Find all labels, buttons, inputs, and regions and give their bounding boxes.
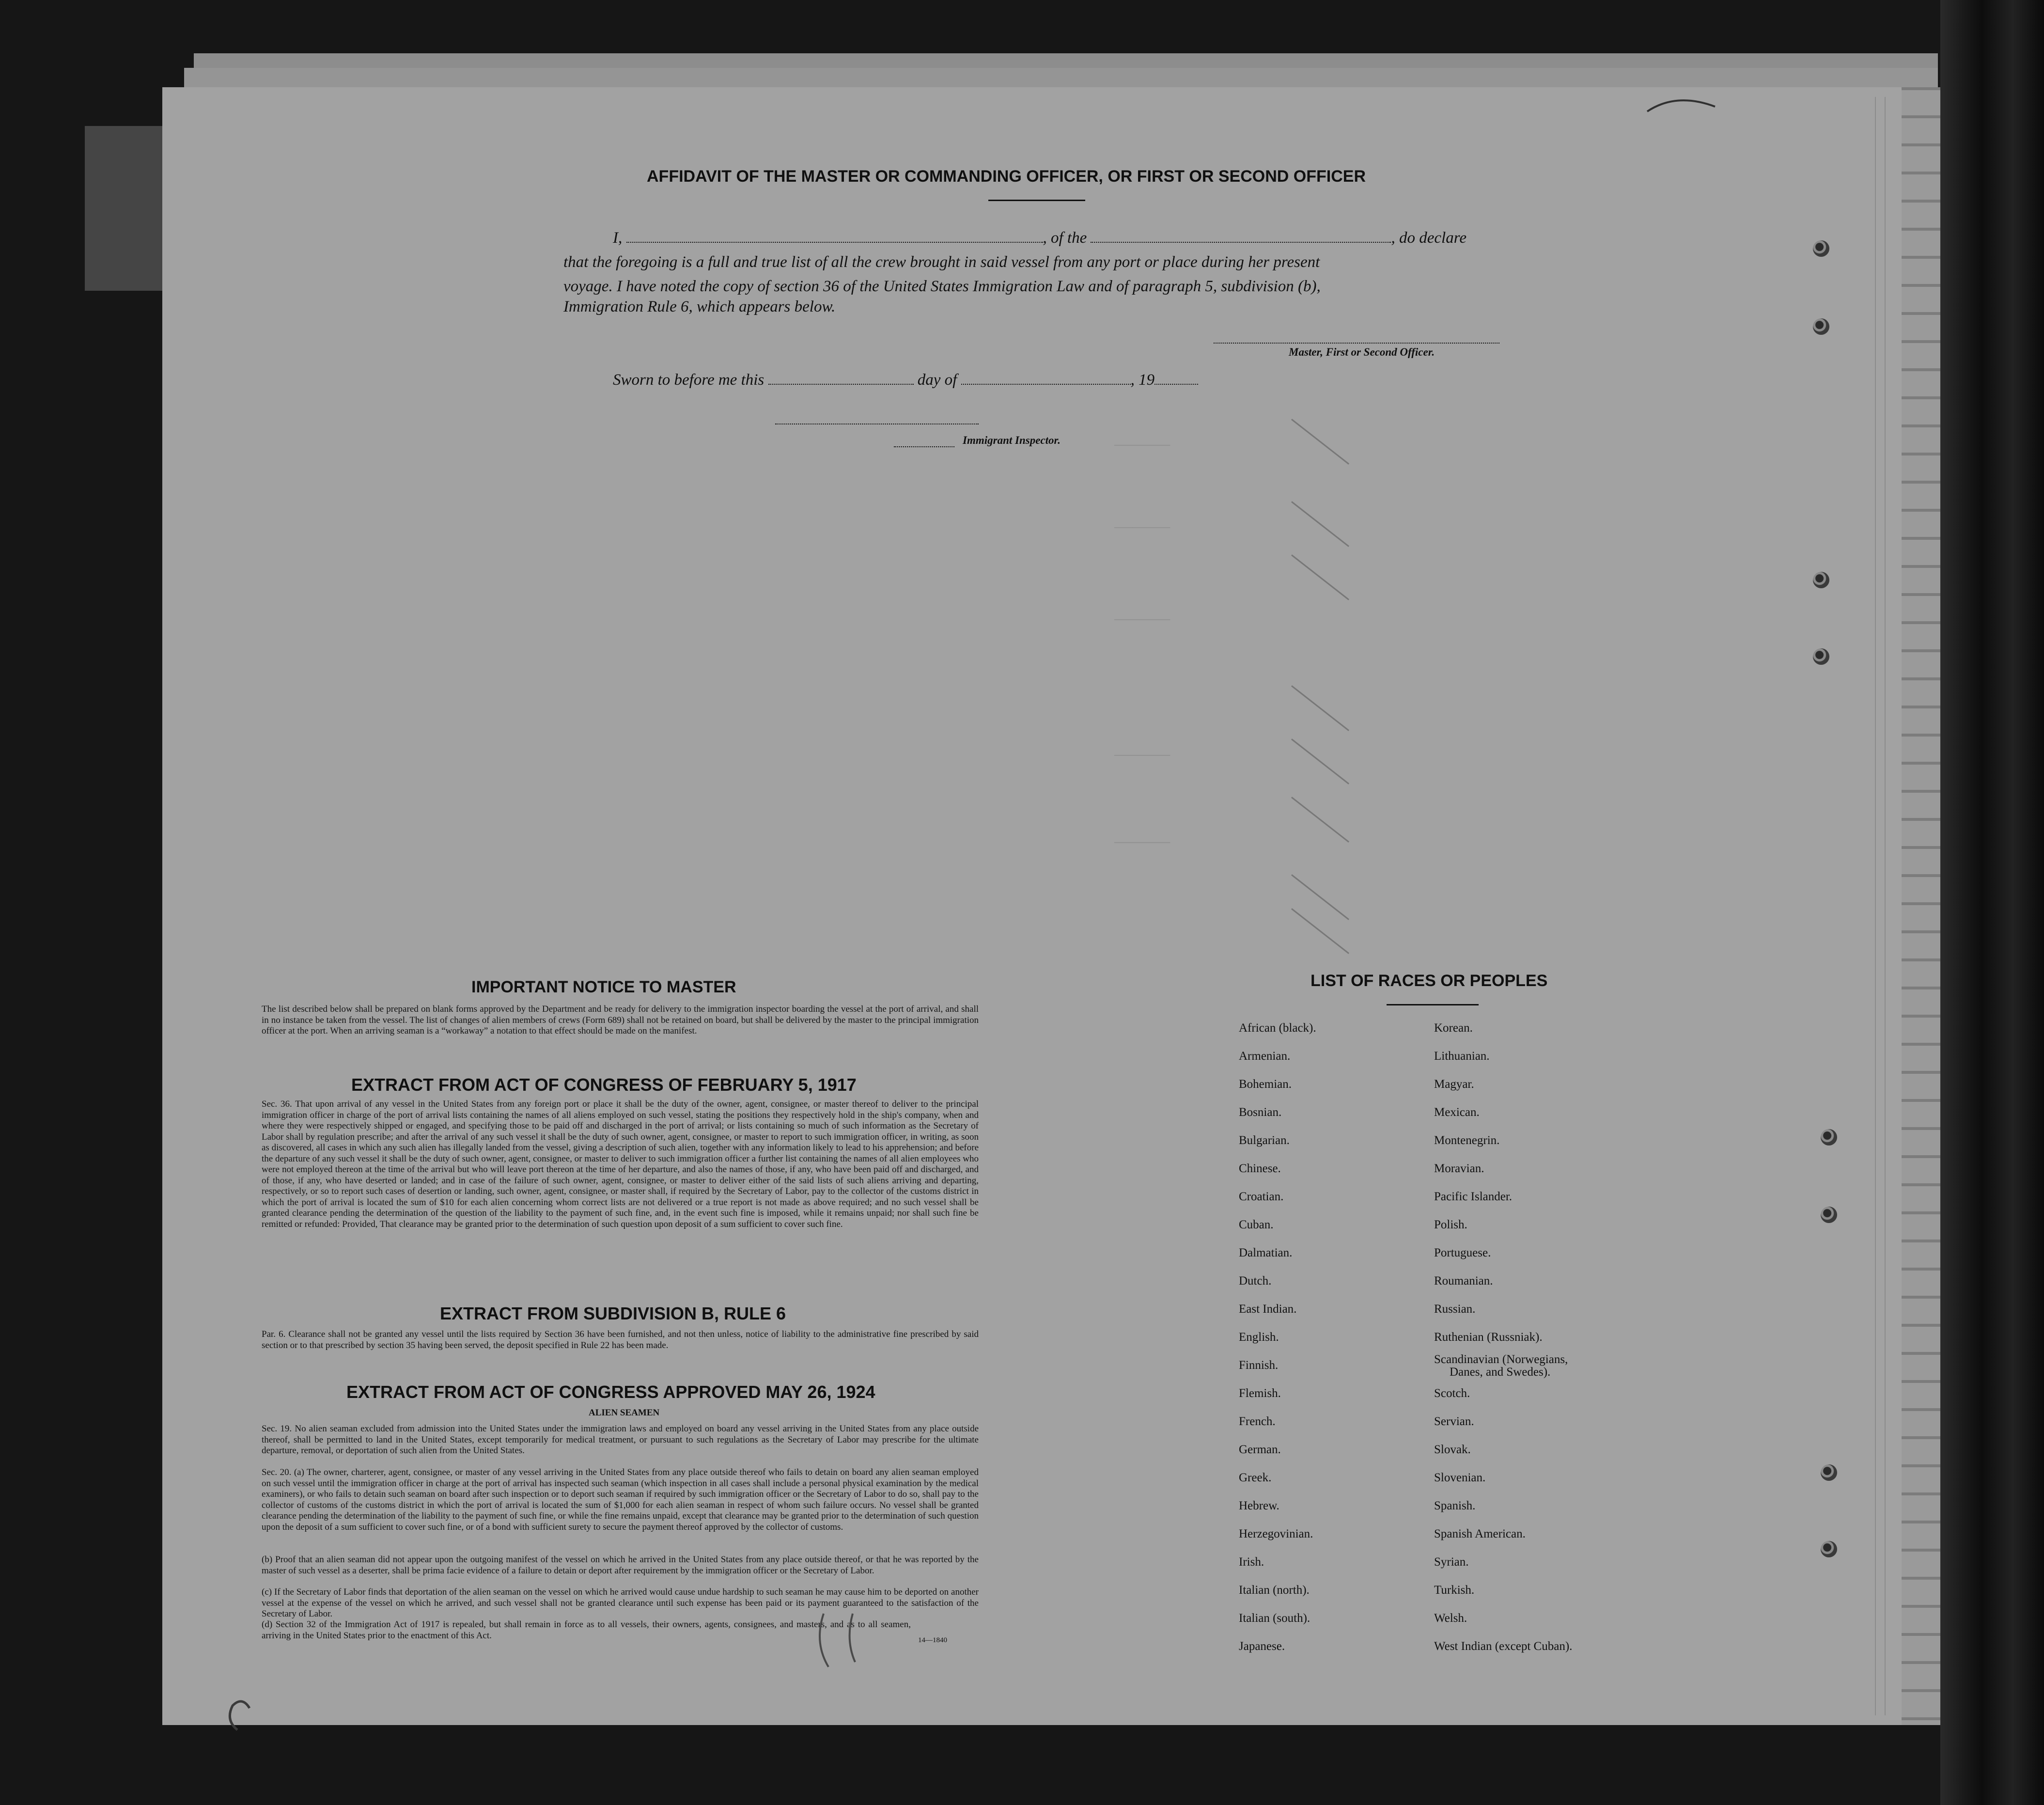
race-item: West Indian (except Cuban).	[1434, 1640, 1573, 1653]
race-item: Korean.	[1434, 1021, 1473, 1035]
rule6-title: EXTRACT FROM SUBDIVISION B, RULE 6	[440, 1303, 786, 1323]
race-item: Italian (north).	[1239, 1584, 1310, 1597]
section-20d-text: (d) Section 32 of the Immigration Act of 1917 is repealed, but shall remain in force as to all vessels, their owners, agents, consignees, and masters, and as to all seamen, arriving in the United States prior to the enactment of this Act.	[262, 1619, 911, 1641]
race-item: Armenian.	[1239, 1050, 1291, 1063]
alien-seamen-heading: ALIEN SEAMEN	[589, 1408, 660, 1418]
notice-text: The list described below shall be prepared on blank forms approved by the Department and be ready for delivery to the immigration inspector boarding the vessel at the port of arrival, and shall in no instance be taken from the vessel. The list of changes of alien members of crews (Form 689) shall not be retained on board, but shall be delivered by the master to the principal immigration officer at the port. When an arriving seaman is a “workaway” a notation to that effect should be made on the manifest.	[262, 1004, 979, 1036]
race-item: Herzegovinian.	[1239, 1527, 1313, 1540]
extract-1917-text: Sec. 36. That upon arrival of any vessel in the United States from any foreign port or place it shall be the duty of the owner, agent, consignee, or master thereof to deliver to the principal immigration officer in charge of the port of arrival lists containing the names of all aliens employed on such vessel, stating the positions they respectively hold in the ship's company, when and where they were respectively shipped or engaged, and specifying those to be paid off and discharged in the port of arrival; or lists containing so much of such information as the Secretary of Labor shall by regulation prescribe; and after the arrival of any such vessel it shall be the duty of such owner, agent, consignee, or master to report to such immigration officer, in writing, as soon as discovered, all cases in which any such alien has illegally landed from the vessel, giving a description of such alien, together with any information likely to lead to his apprehension; and before the departure of any such vessel it shall be the duty of such owner, agent, consignee, or master to deliver to such immigration officer a further list containing the names of all alien employees who were not employed thereon at the time of the arrival but who will leave port thereon at the time of her departure, and also the names of those, if any, who have been paid off and discharged, and of those, if any, who have deserted or landed; and in case of the failure of such owner, agent, consignee, or master to deliver either of the said lists of such aliens arriving and departing, respectively, or so to report such cases of desertion or landing, such owner, agent, consignee, or master shall, if required by the Secretary of Labor, pay to the collector of the customs district in which the port of arrival is located the sum of $10 for each alien concerning whom correct lists are not delivered or a true report is not made as above required; and no such vessel shall be granted clearance pending the determination of the question of the liability to the payment of such fine, and, in the event such fine is imposed, while it remains unpaid; nor shall such fine be remitted or refunded: Provided, That clearance may be granted prior to the determination of such question upon deposit of a sum sufficient to cover such fine.	[262, 1099, 979, 1229]
affidavit-of-the: , of the	[1043, 229, 1087, 247]
race-item: Scotch.	[1434, 1387, 1470, 1400]
race-item: Dutch.	[1239, 1274, 1272, 1287]
race-item: Russian.	[1434, 1303, 1476, 1316]
race-item: Servian.	[1434, 1415, 1474, 1428]
race-item: Montenegrin.	[1434, 1134, 1500, 1147]
race-item: Scandinavian (Norwegians,	[1434, 1353, 1568, 1366]
race-item: Moravian.	[1434, 1162, 1484, 1175]
race-item: Pacific Islander.	[1434, 1190, 1513, 1203]
race-item: English.	[1239, 1331, 1279, 1344]
affidavit-title: AFFIDAVIT OF THE MASTER OR COMMANDING OFFICER, OR FIRST OR SECOND OFFICER	[647, 167, 1366, 186]
race-item: Flemish.	[1239, 1387, 1281, 1400]
extract-1917-title: EXTRACT FROM ACT OF CONGRESS OF FEBRUARY 5, 1917	[351, 1075, 857, 1095]
race-item: Lithuanian.	[1434, 1050, 1490, 1063]
race-item: Slovenian.	[1434, 1471, 1486, 1484]
race-item: Croatian.	[1239, 1190, 1284, 1203]
race-item: Hebrew.	[1239, 1499, 1279, 1512]
rule6-text: Par. 6. Clearance shall not be granted any vessel until the lists required by Section 36 have been furnished, and not then unless, notice of liability to the administrative fine prescribed by said section or to that prescribed by section 35 having been served, the deposit specified in Rule 22 has been made.	[262, 1329, 979, 1350]
race-item: Polish.	[1434, 1218, 1467, 1231]
race-item: Syrian.	[1434, 1555, 1469, 1569]
race-item: Spanish.	[1434, 1499, 1476, 1512]
affidavit-i: I,	[613, 229, 623, 247]
race-item: African (black).	[1239, 1021, 1316, 1035]
race-item: Irish.	[1239, 1555, 1264, 1569]
race-item: Bosnian.	[1239, 1106, 1282, 1119]
race-item: Spanish American.	[1434, 1527, 1526, 1540]
race-item: Japanese.	[1239, 1640, 1285, 1653]
race-item: Slovak.	[1434, 1443, 1471, 1456]
race-item: Bohemian.	[1239, 1078, 1292, 1091]
race-item: Greek.	[1239, 1471, 1272, 1484]
affidavit-line-4: Immigration Rule 6, which appears below.	[563, 298, 836, 315]
race-item: Italian (south).	[1239, 1612, 1311, 1625]
race-item: French.	[1239, 1415, 1276, 1428]
race-item: Ruthenian (Russniak).	[1434, 1331, 1543, 1344]
races-title: LIST OF RACES OR PEOPLES	[1311, 972, 1548, 990]
section-20c-text: (c) If the Secretary of Labor finds that deportation of the alien seaman on the vessel on which he arrived would cause undue hardship to such seaman he may cause him to be deported on another vessel at the expense of the vessel on which he arrived, and such vessel shall not be granted clearance until such expense has been paid or its payment guaranteed to the satisfaction of the Secretary of Labor.	[262, 1587, 979, 1619]
race-item: Cuban.	[1239, 1218, 1274, 1231]
section-20a-text: Sec. 20. (a) The owner, charterer, agent, consignee, or master of any vessel arriving in the United States from any place outside thereof who fails to detain on board any alien seaman employed on such vessel until the immigration officer in charge at the port of arrival has inspected such seaman (which inspection in all cases shall include a personal physical examination by the medical examiners), or who fails to detain such seaman on board after such inspection or to deport such seaman if required by such immigration officer or the Secretary of Labor to do so, shall pay to the collector of customs of the customs district in which the port of arrival is located the sum of $1,000 for each alien seaman in respect of whom such failure occurs. No vessel shall be granted clearance pending the determination of the liability to the payment of such fine, or while the fine remains unpaid, except that clearance may be granted prior to the determination of such question upon the deposit of a sum sufficient to cover such fine, or of a bond with sufficient surety to secure the payment thereof approved by the collector of customs.	[262, 1467, 979, 1532]
master-signature-label: Master, First or Second Officer.	[1289, 346, 1435, 358]
affidavit-line-2: that the foregoing is a full and true list of all the crew brought in said vessel from any port or place during her present	[563, 253, 1320, 271]
notice-title: IMPORTANT NOTICE TO MASTER	[471, 978, 736, 996]
form-number: 14—1840	[918, 1636, 947, 1644]
race-item: East Indian.	[1239, 1303, 1297, 1316]
extract-1924-title: EXTRACT FROM ACT OF CONGRESS APPROVED MAY 26, 1924	[346, 1382, 875, 1402]
race-item: Welsh.	[1434, 1612, 1467, 1625]
race-item: Dalmatian.	[1239, 1246, 1293, 1259]
inspector-label: Immigrant Inspector.	[963, 434, 1061, 446]
race-item: Turkish.	[1434, 1584, 1475, 1597]
race-item: Bulgarian.	[1239, 1134, 1290, 1147]
day-of-text: day of	[917, 371, 957, 389]
race-item: Finnish.	[1239, 1359, 1279, 1372]
race-item: Portuguese.	[1434, 1246, 1491, 1259]
affidavit-line-3: voyage. I have noted the copy of section 36 of the United States Immigration Law and of paragraph 5, subdivision (b),	[563, 278, 1321, 295]
affidavit-do-declare: , do declare	[1391, 229, 1467, 247]
race-item: Magyar.	[1434, 1078, 1474, 1091]
race-item: Chinese.	[1239, 1162, 1281, 1175]
race-item: Danes, and Swedes).	[1450, 1366, 1551, 1379]
document-scan: ―――――― ―――――― ―――――― ―――――― ―――――― AFFIDAVIT OF THE MASTER OR COMMANDING OFFICER, OR FIRST OR SECOND OFFICER I, , of the , do declare that the foregoing is a full and true list of all the crew brought in said vessel from any port or place during her present voyage. I have noted the copy of section 36 of the United States Immigration Law and of paragraph 5, subdivision (b), Immigration Rule 6, which appears below. Master, First or Second Officer. Sworn to before me this day of , 19 Immigrant Inspector. IMPORTANT NOTICE TO MASTER The list described below shall be prepared on blank forms approved by the Department and be ready for delivery to the immigration inspector boarding the vessel at the port of arrival, and shall in no instance be taken from the vessel. The list of changes of alien members of crews (Form 689) shall not be retained on board, but shall be delivered by the master to the principal immigration officer at the port. When an arriving seaman is a “workaway” a notation to that effect should be made on the manifest. EXTRACT FROM ACT OF CONGRESS OF FEBRUARY 5, 1917 Sec. 36. That upon arrival of any vessel in the United States from any foreign port or place it shall be the duty of the owner, agent, consignee, or master thereof to deliver to the principal immigration officer in charge of the port of arrival lists containing the names of all aliens employed on such vessel, stating the positions they respectively hold in the ship's company, when and where they were respectively shipped or engaged, and specifying those to be paid off and discharged in the port of arrival; or lists containing so much of such information as the Secretary of Labor shall by regulation prescribe; and after the arrival of any such vessel it shall be the duty of such owner, agent, consignee, or master to report to such immigration officer, in writing, as soon as discovered, all cases in which any such alien has illegally landed from the vessel, giving a description of such alien, together with any information likely to lead to his apprehension; and before the departure of any such vessel it shall be the duty of such owner, agent, consignee, or master to deliver to such immigration officer a further list containing the names of all alien employees who were not employed thereon at the time of the arrival but who will leave port thereon at the time of her departure, and also the names of those, if any, who have been paid off and discharged, and of those, if any, who have deserted or landed; and in case of the failure of such owner, agent, consignee, or master to deliver either of the said lists of such aliens arriving and departing, respectively, or so to report such cases of desertion or landing, such owner, agent, consignee, or master shall, if required by the Secretary of Labor, pay to the collector of the customs district in which the port of arrival is located the sum of $10 for each alien concerning whom correct lists are not delivered or a true report is not made as above required; and no such vessel shall be granted clearance pending the determination of the question of the liability to the payment of such fine, and, in the event such fine is imposed, while it remains unpaid; nor shall such fine be remitted or refunded: Provided, That clearance may be granted prior to the determination of such question upon deposit of a sum sufficient to cover such fine. EXTRACT FROM SUBDIVISION B, RULE 6 Par. 6. Clearance shall not be granted any vessel until the lists required by Section 36 have been furnished, and not then unless, notice of liability to the administrative fine prescribed by said section or to that prescribed by section 35 having been served, the deposit specified in Rule 22 has been made. EXTRACT FROM ACT OF CONGRESS APPROVED MAY 26, 1924 ALIEN SEAMEN Sec. 19. No alien seaman excluded from admission into the United States under the immigration laws and employed on board any vessel arriving in the United States from any place outside thereof, shall be permitted to land in the United States, except temporarily for medical treatment, or pursuant to such regulations as the Secretary of Labor may prescribe for the ultimate departure, removal, or deportation of such alien from the United States. Sec. 20. (a) The owner, charterer, agent, consignee, or master of any vessel arriving in the United States from any place outside thereof who fails to detain on board any alien seaman employed on such vessel until the immigration officer in charge at the port of arrival has inspected such seaman (which inspection in all cases shall include a personal physical examination by the medical examiners), or who fails to detain such seaman on board after such inspection or to deport such seaman if required by such immigration officer or the Secretary of Labor to do so, shall pay to the collector of customs of the customs district in which the port of arrival is located the sum of $1,000 for each alien seaman in respect of whom such failure occurs. No vessel shall be granted clearance pending the determination of the liability to the payment of such fine, or while the fine remains unpaid, except that clearance may be granted prior to the determination of such question upon the deposit of a sum sufficient to cover such fine, or of a bond with sufficient surety to secure the payment thereof approved by the collector of customs. (b) Proof that an alien seaman did not appear upon the outgoing manifest of the vessel on which he arrived in the United States from any place outside thereof, or that he was reported by the master of such vessel as a deserter, shall be prima facie evidence of a failure to detain or deport after requirement by the immigration officer or the Secretary of Labor. (c) If the Secretary of Labor finds that deportation of the alien seaman on the vessel on which he arrived would cause undue hardship to such seaman he may cause him to be deported on another vessel at the expense of the vessel on which he arrived, and such vessel shall not be granted clearance until such expense has been paid or its payment guaranteed to the satisfaction of the Secretary of Labor. (d) Section 32 of the Immigration Act of 1917 is repealed, but shall remain in force as to all vessels, their owners, agents, consignees, and masters, and as to all seamen, arriving in the United States prior to the enactment of this Act. 14—1840 LIST OF RACES OR PEOPLES African (black). Armenian. Bohemian. Bosnian. Bulgarian. Chinese. Croatian. Cuban. Dalmatian. Dutch. East Indian. English. Finnish. Flemish. French. German. Greek. Hebrew. Herzegovinian. Irish. Italian (north). Italian (south). Japanese. Korean. Lithuanian. Magyar. Mexican. Montenegrin. Moravian. Pacific Islander. Polish. Portuguese. Roumanian. Russian. Ruthenian (Russniak). Scandinavian (Norwegians, Danes, and Swedes). Scotch. Servian. Slovak. Slovenian. Spanish. Spanish American. Syrian. Turkish. Welsh. West Indian (except Cuban).	[0, 0, 2044, 1805]
race-item: Roumanian.	[1434, 1274, 1493, 1287]
year-text: , 19	[1130, 371, 1155, 389]
race-item: German.	[1239, 1443, 1281, 1456]
section-19-text: Sec. 19. No alien seaman excluded from admission into the United States under the immigration laws and employed on board any vessel arriving in the United States from any place outside thereof, shall be permitted to land in the United States, except temporarily for medical treatment, or pursuant to such regulations as the Secretary of Labor may prescribe for the ultimate departure, removal, or deportation of such alien from the United States.	[262, 1424, 979, 1456]
race-item: Mexican.	[1434, 1106, 1480, 1119]
sworn-text: Sworn to before me this	[613, 371, 765, 389]
section-20b-text: (b) Proof that an alien seaman did not appear upon the outgoing manifest of the vessel on which he arrived in the United States from any place outside thereof, or that he was reported by the master of such vessel as a deserter, shall be prima facie evidence of a failure to detain or deport after requirement by the immigration officer or the Secretary of Labor.	[262, 1554, 979, 1576]
